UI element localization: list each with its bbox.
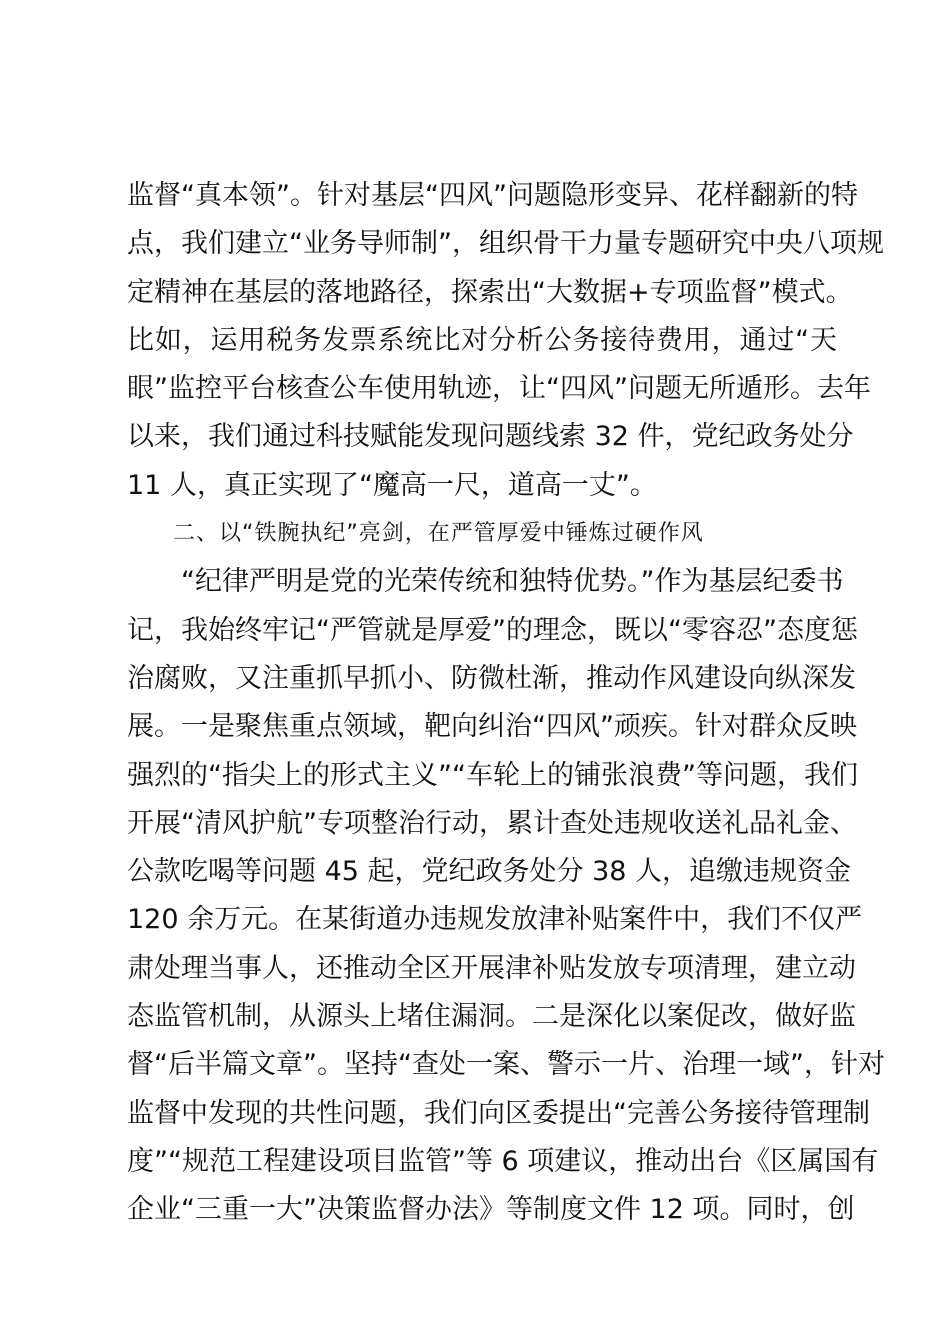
paragraph-line: 以来，我们通过科技赋能发现问题线索 32 件，党纪政务处分 (127, 421, 854, 453)
paragraph-line: 督“后半篇文章”。坚持“查处一案、警示一片、治理一域”，针对 (127, 1049, 885, 1081)
paragraph-line: “纪律严明是党的光荣传统和独特优势。”作为基层纪委书 (181, 566, 844, 598)
paragraph-line: 点，我们建立“业务导师制”，组织骨干力量专题研究中央八项规 (127, 228, 884, 260)
section-heading: 二、以“铁腕执纪”亮剑，在严管厚爱中锤炼过硬作风 (173, 521, 704, 547)
paragraph-line: 定精神在基层的落地路径，探索出“大数据+专项监督”模式。 (127, 276, 853, 308)
paragraph-line: 展。一是聚焦重点领域，靶向纠治“四风”顽疾。针对群众反映 (127, 711, 857, 743)
paragraph-line: 监督“真本领”。针对基层“四风”问题隐形变异、花样翻新的特 (127, 180, 858, 211)
paragraph-line: 企业“三重一大”决策监督办法》等制度文件 12 项。同时，创 (127, 1194, 855, 1226)
paragraph-line: 强烈的“指尖上的形式主义”“车轮上的铺张浪费”等问题，我们 (127, 759, 858, 791)
document-body (127, 172, 885, 1235)
paragraph-line: 开展“清风护航”专项整治行动，累计查处违规收送礼品礼金、 (127, 807, 857, 839)
paragraph-line: 态监管机制，从源头上堵住漏洞。二是深化以案促改，做好监 (127, 1001, 856, 1033)
paragraph-line: 度”“规范工程建设项目监管”等 6 项建议，推动出台《区属国有 (127, 1145, 879, 1177)
paragraph-line: 治腐败，又注重抓早抓小、防微杜渐，推动作风建设向纵深发 (127, 662, 856, 694)
paragraph-line: 肃处理当事人，还推动全区开展津补贴发放专项清理，建立动 (127, 952, 856, 984)
paragraph-line: 120 余万元。在某街道办违规发放津补贴案件中，我们不仅严 (127, 904, 863, 936)
paragraph-line: 比如，运用税务发票系统比对分析公务接待费用，通过“天 (127, 324, 837, 356)
paragraph-line: 11 人，真正实现了“魔高一尺，道高一丈”。 (127, 469, 657, 501)
paragraph-line: 记，我始终牢记“严管就是厚爱”的理念，既以“零容忍”态度惩 (127, 614, 858, 646)
paragraph-line: 眼”监控平台核查公车使用轨迹，让“四风”问题无所遁形。去年 (127, 373, 871, 405)
paragraph-line: 公款吃喝等问题 45 起，党纪政务处分 38 人，追缴违规资金 (127, 856, 852, 888)
paragraph-line: 监督中发现的共性问题，我们向区委提出“完善公务接待管理制 (127, 1097, 870, 1129)
